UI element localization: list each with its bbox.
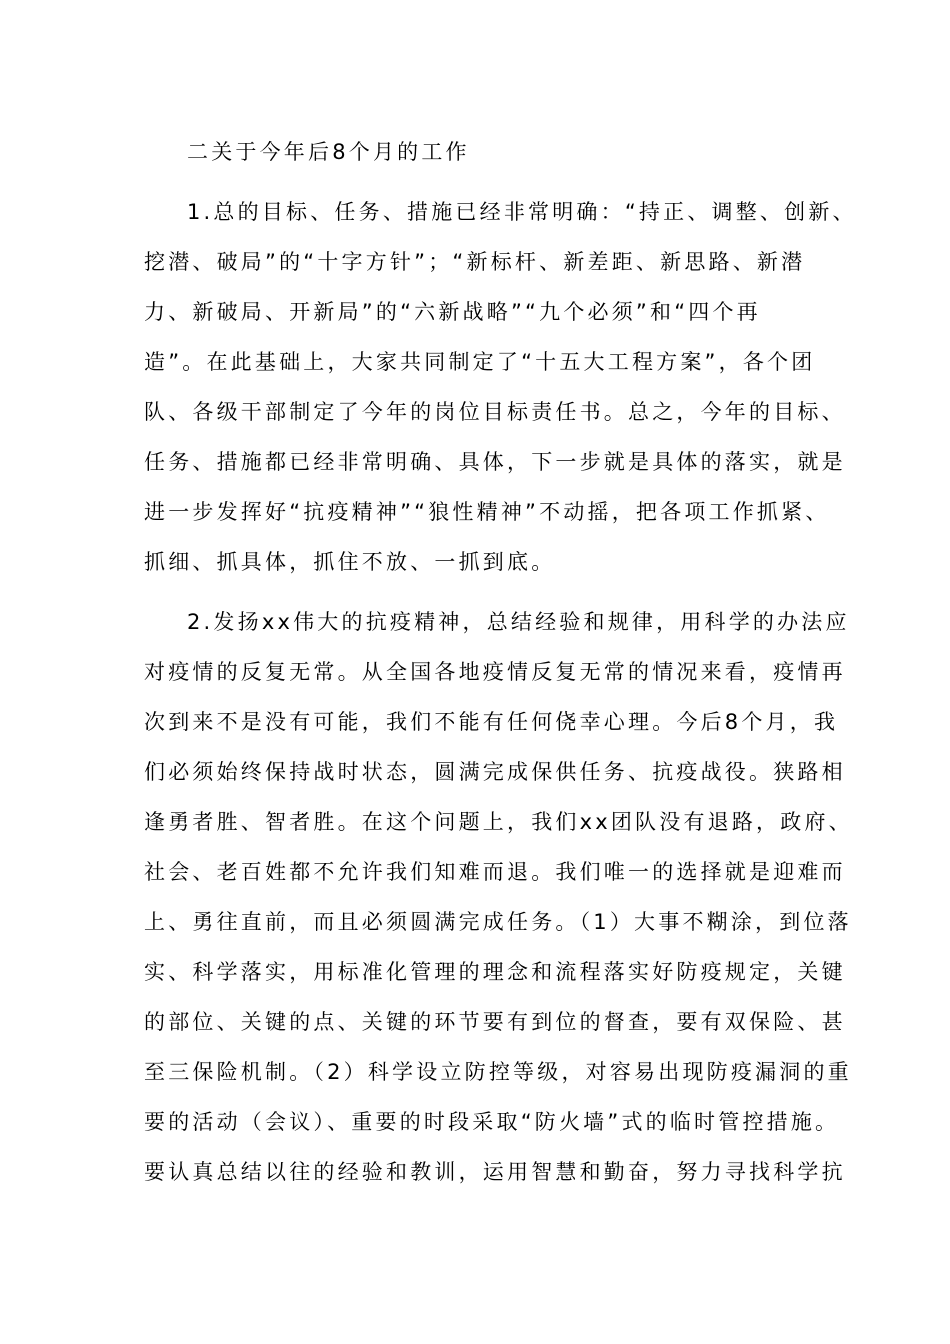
paragraph-2-line: 实、科学落实，用标准化管理的理念和流程落实好防疫规定，关键: [144, 960, 846, 984]
paragraph-1-line: 进一步发挥好“抗疫精神”“狼性精神”不动摇，把各项工作抓紧、: [144, 500, 830, 524]
paragraph-2-line: 至三保险机制。（2）科学设立防控等级，对容易出现防疫漏洞的重: [144, 1060, 852, 1084]
paragraph-1-line: 力、新破局、开新局”的“六新战略”“九个必须”和“四个再: [144, 300, 761, 324]
paragraph-1-line: 1.总的目标、任务、措施已经非常明确：“持正、调整、创新、: [187, 200, 857, 224]
paragraph-2-line: 逢勇者胜、智者胜。在这个问题上，我们xx团队没有退路，政府、: [144, 810, 853, 834]
paragraph-2-line: 社会、老百姓都不允许我们知难而退。我们唯一的选择就是迎难而: [144, 860, 846, 884]
paragraph-1-line: 挖潜、破局”的“十字方针”；“新标杆、新差距、新思路、新潜: [144, 250, 806, 274]
paragraph-2-line: 次到来不是没有可能，我们不能有任何侥幸心理。今后8个月，我: [144, 710, 839, 734]
paragraph-2-line: 要的活动（会议）、重要的时段采取“防火墙”式的临时管控措施。: [144, 1110, 840, 1134]
paragraph-1-line: 任务、措施都已经非常明确、具体，下一步就是具体的落实，就是: [144, 450, 846, 474]
paragraph-1-line: 抓细、抓具体，抓住不放、一抓到底。: [144, 550, 556, 574]
paragraph-2-line: 对疫情的反复无常。从全国各地疫情反复无常的情况来看，疫情再: [144, 660, 846, 684]
paragraph-2-line: 的部位、关键的点、关键的环节要有到位的督查，要有双保险、甚: [144, 1010, 846, 1034]
paragraph-2-line: 上、勇往直前，而且必须圆满完成任务。（1）大事不糊涂，到位落: [144, 910, 852, 934]
paragraph-2-line: 要认真总结以往的经验和教训，运用智慧和勤奋，努力寻找科学抗: [144, 1160, 846, 1184]
paragraph-1-line: 造”。在此基础上，大家共同制定了“十五大工程方案”，各个团: [144, 350, 816, 374]
paragraph-2-line: 2.发扬xx伟大的抗疫精神，总结经验和规律，用科学的办法应: [187, 610, 850, 634]
paragraph-1-line: 队、各级干部制定了今年的岗位目标责任书。总之，今年的目标、: [144, 400, 846, 424]
section-heading: 二关于今年后8个月的工作: [187, 140, 470, 164]
paragraph-2-line: 们必须始终保持战时状态，圆满完成保供任务、抗疫战役。狭路相: [144, 760, 846, 784]
